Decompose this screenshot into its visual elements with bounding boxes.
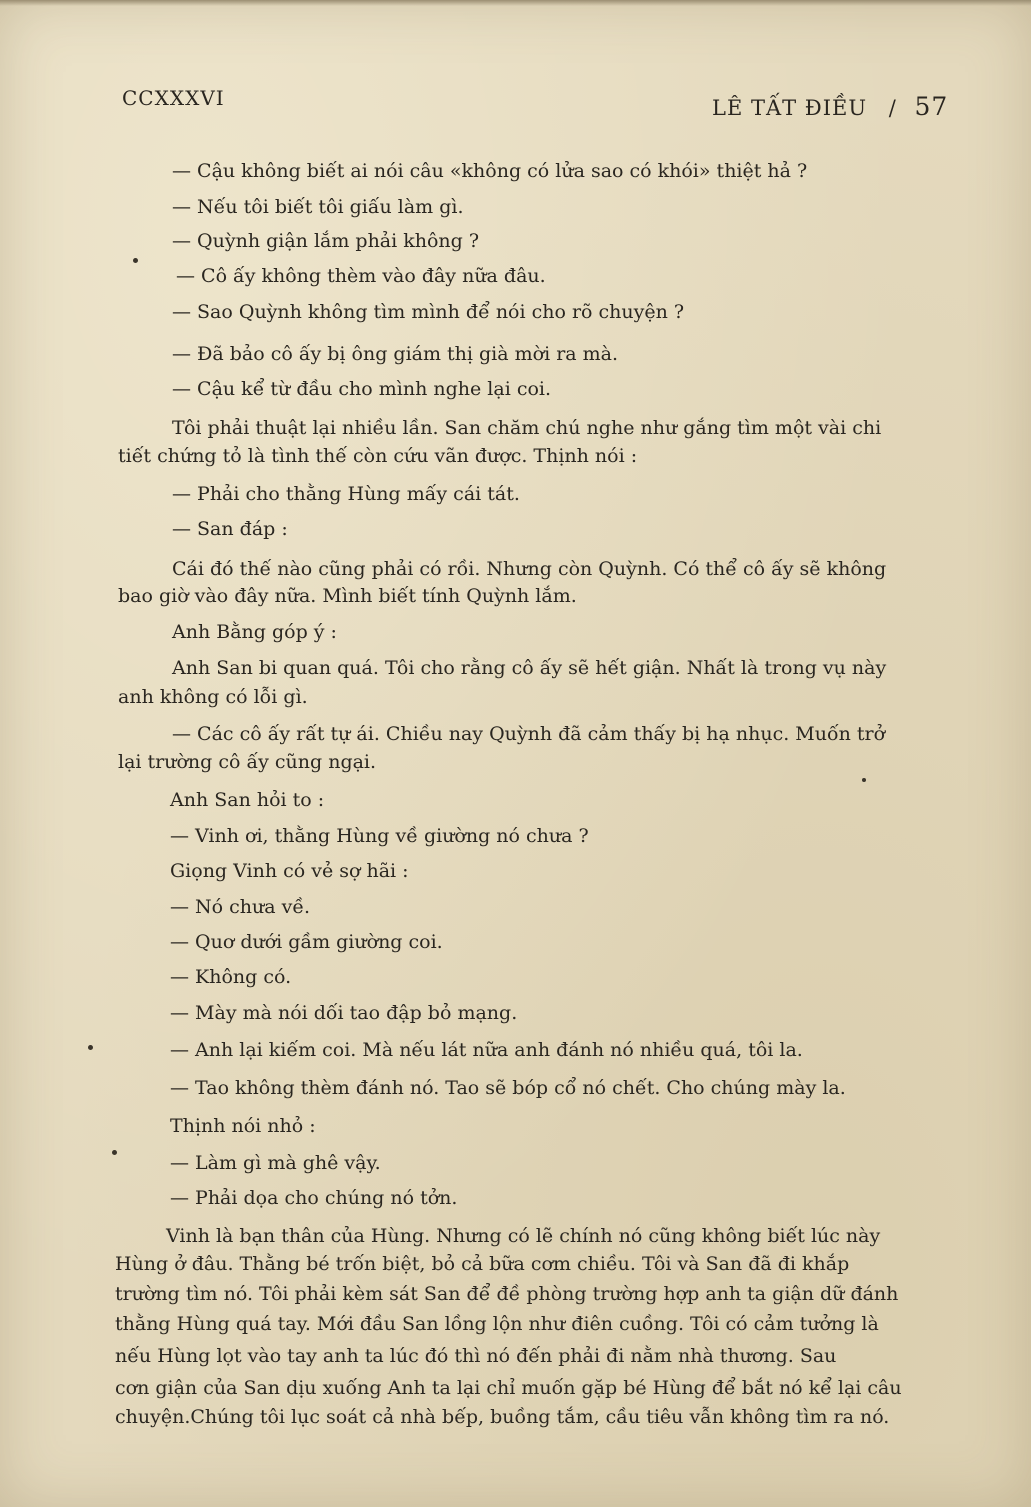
text-line: anh không có lỗi gì. [118,686,308,708]
text-line: bao giờ vào đây nữa. Mình biết tính Quỳnh lắm. [118,585,577,607]
text-line: cơn giận của San dịu xuống Anh ta lại chỉ muốn gặp bé Hùng để bắt nó kể lại câu [115,1377,902,1399]
header-separator: / [888,96,897,120]
text-line: chuyện.Chúng tôi lục soát cả nhà bếp, buồng tắm, cầu tiêu vẫn không tìm ra nó. [115,1406,890,1428]
text-line: — Quỳnh giận lắm phải không ? [172,230,480,252]
author-name: LÊ TẤT ĐIỀU [712,96,868,120]
text-line: Cái đó thế nào cũng phải có rồi. Nhưng còn Quỳnh. Có thể cô ấy sẽ không [172,558,887,580]
text-line: — Phải cho thằng Hùng mấy cái tát. [172,483,520,505]
text-line: Anh Bằng góp ý : [172,621,337,643]
text-line: Tôi phải thuật lại nhiều lần. San chăm chú nghe như gắng tìm một vài chi [172,417,882,439]
text-line: Vinh là bạn thân của Hùng. Nhưng có lẽ chính nó cũng không biết lúc này [166,1225,881,1247]
text-line: Giọng Vinh có vẻ sợ hãi : [170,860,409,882]
text-line: — Sao Quỳnh không tìm mình để nói cho rõ chuyện ? [172,301,685,323]
chapter-number: CCXXXVI [122,86,225,110]
text-line: — Mày mà nói dối tao đập bỏ mạng. [170,1002,518,1024]
page-number: 57 [914,92,949,121]
text-line: Anh San hỏi to : [170,789,325,811]
text-line: — Quơ dưới gầm giường coi. [170,931,443,953]
text-line: — Nếu tôi biết tôi giấu làm gì. [172,196,464,218]
text-line: trường tìm nó. Tôi phải kèm sát San để đề phòng trường hợp anh ta giận dữ đánh [115,1283,899,1305]
text-line: lại trường cô ấy cũng ngại. [118,751,377,773]
page-top-edge [0,0,1031,6]
ink-speck [112,1150,117,1155]
text-line: — Anh lại kiếm coi. Mà nếu lát nữa anh đánh nó nhiều quá, tôi la. [170,1039,803,1061]
text-line: Thịnh nói nhỏ : [170,1115,316,1137]
running-header [712,92,948,121]
text-line: nếu Hùng lọt vào tay anh ta lúc đó thì nó đến phải đi nằm nhà thương. Sau [115,1345,837,1367]
text-line: — Các cô ấy rất tự ái. Chiều nay Quỳnh đã cảm thấy bị hạ nhục. Muốn trở [172,723,886,745]
text-line: — Đã bảo cô ấy bị ông giám thị già mời ra mà. [172,343,619,365]
text-line: — Tao không thèm đánh nó. Tao sẽ bóp cổ nó chết. Cho chúng mày la. [170,1077,846,1099]
text-line: — Vinh ơi, thằng Hùng về giường nó chưa ? [170,825,589,847]
text-line: — Cô ấy không thèm vào đây nữa đâu. [176,265,546,287]
text-line: thằng Hùng quá tay. Mới đầu San lồng lộn như điên cuồng. Tôi có cảm tưởng là [115,1313,879,1335]
text-line: — Phải dọa cho chúng nó tởn. [170,1187,458,1209]
text-line: — Không có. [170,966,292,988]
text-line: — Cậu không biết ai nói câu «không có lửa sao có khói» thiệt hả ? [172,160,808,182]
text-line: tiết chứng tỏ là tình thế còn cứu vãn được. Thịnh nói : [118,445,638,467]
text-line: Anh San bi quan quá. Tôi cho rằng cô ấy sẽ hết giận. Nhất là trong vụ này [172,657,887,679]
text-line: Hùng ở đâu. Thằng bé trốn biệt, bỏ cả bữa cơm chiều. Tôi và San đã đi khắp [115,1253,850,1275]
text-line: — Cậu kể từ đầu cho mình nghe lại coi. [172,378,552,400]
text-line: — San đáp : [172,518,288,540]
ink-speck [862,778,866,782]
text-line: — Làm gì mà ghê vậy. [170,1152,381,1174]
ink-speck [133,258,138,263]
ink-speck [88,1045,93,1050]
text-line: — Nó chưa về. [170,896,311,918]
